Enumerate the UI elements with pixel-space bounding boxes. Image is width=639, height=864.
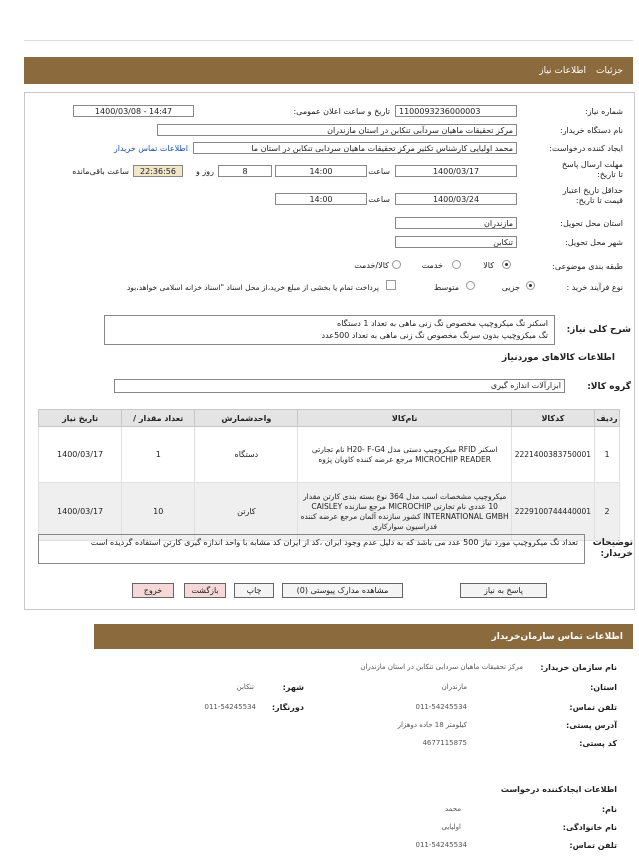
buyer-label: نام دستگاه خریدار: <box>560 126 623 135</box>
contact-city-label: شهر: <box>282 683 304 692</box>
cell-date: 1400/03/17 <box>39 483 122 541</box>
creator-family-label: نام خانوادگی: <box>562 823 617 832</box>
contact-postal-label: کد پستی: <box>579 739 617 748</box>
contact-postal-value: 4677115875 <box>422 739 467 747</box>
validity-label-text: حداقل تاریخ اعتبار قیمت تا تاریخ: <box>562 186 623 205</box>
deadline-date-field: 1400/03/17 <box>395 165 517 177</box>
category-goods-service-radio[interactable] <box>392 260 401 269</box>
process-medium-radio[interactable] <box>466 281 475 290</box>
buyer-notes-label <box>585 538 633 560</box>
category-label: طبقه بندی موضوعی: <box>552 262 623 271</box>
creator-name-value: محمد <box>445 805 461 813</box>
deadline-label <box>555 160 623 180</box>
cell-qty: 1 <box>122 427 195 483</box>
buyer-contact-link[interactable]: اطلاعات تماس خریدار <box>113 144 188 153</box>
header-date: تاریخ نیاز <box>39 410 122 427</box>
description-line-2: تگ میکروچیپ بدون سرنگ مخصوص تگ زنی ماهی به تعداد 500عدد <box>321 331 548 340</box>
deadline-time-label: ساعت <box>368 167 390 176</box>
header-name: نام‌کالا <box>298 410 511 427</box>
contact-title: اطلاعات تماس سازمان‌خریدار <box>491 631 623 642</box>
creator-section-title: اطلاعات ایجادکننده درخواست <box>500 785 617 794</box>
view-documents-button[interactable]: مشاهده مدارک پیوستی (0) <box>282 583 403 598</box>
creator-phone-value: 011-54245534 <box>415 841 467 849</box>
cell-code: 2229100744440001 <box>511 483 594 541</box>
reply-button[interactable]: پاسخ به نیاز <box>460 583 547 598</box>
back-button[interactable]: بازگشت <box>184 583 226 598</box>
contact-fax-label: دورنگار: <box>271 703 304 712</box>
header-qty: تعداد مقدار / <box>122 410 195 427</box>
process-minor-radio[interactable] <box>526 281 535 290</box>
province-field: مازندران <box>395 217 517 229</box>
buyer-notes-box: تعداد تگ میکروچیپ مورد نیاز 500 عدد می باشد که به دلیل عدم وجود ایران ،کد از ایران کد مشابه با واحد اندازه گیری کارتن استفاده گردیده است <box>38 534 585 564</box>
validity-time-label: ساعت <box>368 195 390 204</box>
header-row-no: ردیف <box>594 410 619 427</box>
contact-address-value: کیلومتر 18 جاده دوهزار <box>397 721 467 729</box>
deadline-label-text: مهلت ارسال پاسخ تا تاریخ: <box>561 160 623 179</box>
cell-row-no: 1 <box>594 427 619 483</box>
days-field: 8 <box>218 165 272 177</box>
validity-date-field: 1400/03/24 <box>395 193 517 205</box>
table-row <box>39 483 620 541</box>
cell-name: میکروچیپ مشخصات اسب مدل 364 نوع بسته بندی کارتن مقدار 10 عددی نام تجارتی MICROCHIP مرجع سازنده CAISLEY INTERNATIONAL GMBH کشور سازنده آلمان مرجع عرضه کننده فدراسیون سوارکاری <box>298 483 511 541</box>
payment-note: پرداخت تمام یا بخشی از مبلغ خرید،از محل اسناد "اسناد خزانه اسلامی خواهد،بود <box>126 283 379 292</box>
description-label: شرح کلی نیاز: <box>566 325 631 335</box>
category-service-label: خدمت <box>421 261 443 270</box>
cell-qty: 10 <box>122 483 195 541</box>
creator-field: محمد اولیایی کارشناس تکثیر مرکز تحقیقات ماهیان سردابی تنکابن در استان ما <box>193 142 517 154</box>
cell-date: 1400/03/17 <box>39 427 122 483</box>
cell-row-no: 2 <box>594 483 619 541</box>
contact-header <box>94 624 633 649</box>
header-unit: واحدشمارش <box>195 410 298 427</box>
remaining-label: ساعت باقی‌مانده <box>72 167 129 176</box>
creator-family-value: اولیایی <box>441 823 461 831</box>
description-line-1: اسکنر تگ میکروچیپ مخصوص تگ زنی ماهی به تعداد 1 دستگاه <box>337 319 548 328</box>
deadline-time-field: 14:00 <box>275 165 367 177</box>
need-number-label: شماره نیاز: <box>585 107 623 116</box>
top-divider <box>24 40 633 41</box>
city-label: شهر محل تحویل: <box>565 238 623 247</box>
cell-name: اسکنر RFID میکروچیپ دستی مدل H20- F-G4 نام تجارتی MICROCHIP READER مرجع عرضه کننده کاویان پژوه <box>298 427 511 483</box>
need-number-field: 1100093236000003 <box>395 105 517 117</box>
contact-province-value: مازندران <box>441 683 467 691</box>
org-label: نام سازمان خریدار: <box>540 663 617 672</box>
print-button[interactable]: چاپ <box>234 583 274 598</box>
header-code: کدکالا <box>511 410 594 427</box>
process-medium-label: متوسط <box>433 283 459 292</box>
payment-treasury-checkbox[interactable] <box>386 280 396 290</box>
creator-name-label: نام: <box>601 805 617 814</box>
validity-label <box>543 186 623 206</box>
category-service-radio[interactable] <box>452 260 461 269</box>
remaining-time-field: 22:36:56 <box>133 165 183 177</box>
contact-city-value: تنکابن <box>236 683 254 691</box>
goods-group-label: گروه کالا: <box>587 382 631 392</box>
validity-time-field: 14:00 <box>275 193 367 205</box>
contact-phone-value: 011-54245534 <box>415 703 467 711</box>
contact-fax-value: 011-54245534 <box>204 703 256 711</box>
province-label: استان محل تحویل: <box>560 219 623 228</box>
city-field: تنکابن <box>395 236 517 248</box>
contact-province-label: استان: <box>590 683 617 692</box>
category-goods-service-label: کالا/خدمت <box>354 261 389 270</box>
tab-details[interactable]: جزئیات <box>596 65 623 76</box>
buyer-field: مرکز تحقیقات ماهیان سردآبی تنکابن در استان مازندران <box>157 124 517 136</box>
info-header <box>24 57 633 84</box>
contact-address-label: آدرس پستی: <box>566 721 617 730</box>
process-minor-label: جزیی <box>501 283 520 292</box>
category-goods-radio[interactable] <box>502 260 511 269</box>
items-table <box>38 409 620 541</box>
tab-need-info[interactable]: اطلاعات نیاز <box>539 65 587 76</box>
table-row <box>39 427 620 483</box>
category-goods-label: کالا <box>483 261 494 270</box>
days-label: روز و <box>196 167 214 176</box>
org-value: مرکز تحقیقات ماهیان سردابی تنکابن در استان مازندران <box>360 663 523 671</box>
description-box <box>104 315 555 345</box>
creator-label: ایجاد کننده درخواست: <box>549 144 623 153</box>
contact-phone-label: تلفن تماس: <box>569 703 617 712</box>
announce-field: 1400/03/08 - 14:47 <box>73 105 194 117</box>
items-section-title: اطلاعات کالاهای موردنیاز <box>501 353 615 363</box>
creator-phone-label: تلفن تماس: <box>569 841 617 850</box>
cell-code: 2221400383750001 <box>511 427 594 483</box>
goods-group-field: ابزارآلات اندازه گیری <box>114 379 565 393</box>
buyer-notes-label-text: توضیحات خریدار: <box>592 538 633 559</box>
cell-unit: دستگاه <box>195 427 298 483</box>
exit-button[interactable]: خروج <box>132 583 174 598</box>
cell-unit: کارتن <box>195 483 298 541</box>
items-table-header <box>39 410 620 427</box>
announce-label: تاریخ و ساعت اعلان عمومی: <box>293 107 390 116</box>
process-label: نوع فرآیند خرید : <box>566 283 623 292</box>
